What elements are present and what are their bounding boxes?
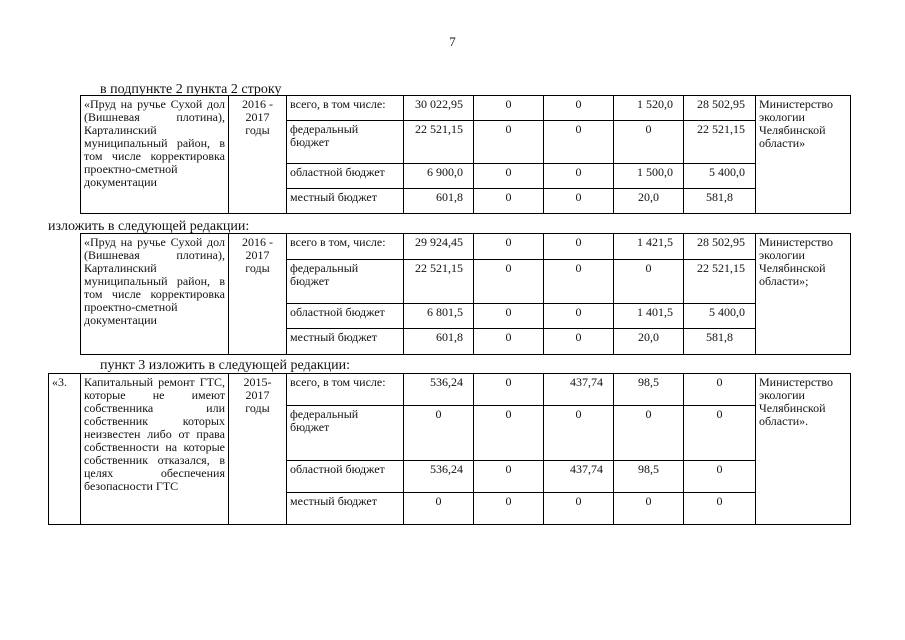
value-2016-a: 437,74 <box>544 461 614 493</box>
value-2016-a: 0 <box>544 164 614 189</box>
value-2016-a: 0 <box>544 259 614 303</box>
value-2015: 0 <box>474 303 544 329</box>
funding-source: всего, в том числе: <box>287 96 404 121</box>
table-row <box>81 234 851 260</box>
table-new-row <box>80 233 851 355</box>
value-2016: 0 <box>614 492 684 524</box>
value-2017: 0 <box>684 461 756 493</box>
value-total: 0 <box>404 405 474 460</box>
table-point-3 <box>48 373 851 525</box>
heading-point-3: пункт 3 изложить в следующей редакции: <box>100 358 350 373</box>
period-cell: 2016 - 2017 годы <box>229 96 287 214</box>
funding-source: областной бюджет <box>287 303 404 329</box>
value-2016-a: 0 <box>544 120 614 163</box>
value-total: 29 924,45 <box>404 234 474 260</box>
value-total: 6 801,5 <box>404 303 474 329</box>
object-description: «Пруд на ручье Сухой дол (Вишневая плотина), Карталинский муниципальный район, в том числе корректировка проектно-сметной документации <box>81 234 229 355</box>
value-2015: 0 <box>474 164 544 189</box>
value-2016: 20,0 <box>614 329 684 355</box>
funding-source: областной бюджет <box>287 164 404 189</box>
value-total: 536,24 <box>404 461 474 493</box>
value-2017: 5 400,0 <box>684 164 756 189</box>
period-cell: 2016 - 2017 годы <box>229 234 287 355</box>
value-2015: 0 <box>474 492 544 524</box>
value-2016-a: 0 <box>544 234 614 260</box>
value-2015: 0 <box>474 120 544 163</box>
value-2015: 0 <box>474 461 544 493</box>
item-marker: «3. <box>49 374 81 525</box>
organization-cell: Министерство экологии Челябинской области» <box>756 96 851 214</box>
funding-source: федеральный бюджет <box>287 120 404 163</box>
period-cell: 2015-2017 годы <box>229 374 287 525</box>
page-number: 7 <box>449 34 456 49</box>
organization-cell: Министерство экологии Челябинской области». <box>756 374 851 525</box>
value-2017: 0 <box>684 374 756 406</box>
value-2017: 28 502,95 <box>684 96 756 121</box>
value-2016: 1 500,0 <box>614 164 684 189</box>
value-total: 0 <box>404 492 474 524</box>
value-2016: 20,0 <box>614 188 684 213</box>
value-2016-a: 0 <box>544 303 614 329</box>
value-2016-a: 0 <box>544 96 614 121</box>
object-description: Капитальный ремонт ГТС, которые не имеют собственника или собственник которых неизвестен либо от права собственности на которые собственник отказался, в целях обеспечения безопасности ГТС <box>81 374 229 525</box>
value-2016: 98,5 <box>614 461 684 493</box>
value-2015: 0 <box>474 374 544 406</box>
value-2016-a: 0 <box>544 188 614 213</box>
value-2016: 1 421,5 <box>614 234 684 260</box>
funding-source: местный бюджет <box>287 188 404 213</box>
value-2015: 0 <box>474 234 544 260</box>
value-2016-a: 0 <box>544 492 614 524</box>
value-2017: 22 521,15 <box>684 259 756 303</box>
value-total: 601,8 <box>404 188 474 213</box>
value-2017: 581,8 <box>684 188 756 213</box>
value-2017: 581,8 <box>684 329 756 355</box>
table-row <box>81 96 851 121</box>
value-total: 6 900,0 <box>404 164 474 189</box>
value-2016-a: 0 <box>544 329 614 355</box>
value-2016-a: 0 <box>544 405 614 460</box>
value-total: 22 521,15 <box>404 120 474 163</box>
heading-subpoint-2: в подпункте 2 пункта 2 строку <box>100 82 282 97</box>
funding-source: местный бюджет <box>287 492 404 524</box>
value-2016: 0 <box>614 405 684 460</box>
value-2016: 0 <box>614 259 684 303</box>
value-2016: 98,5 <box>614 374 684 406</box>
funding-source: всего в том, числе: <box>287 234 404 260</box>
value-2016: 1 520,0 <box>614 96 684 121</box>
value-2015: 0 <box>474 329 544 355</box>
value-2017: 0 <box>684 405 756 460</box>
value-2015: 0 <box>474 96 544 121</box>
value-2016-a: 437,74 <box>544 374 614 406</box>
value-total: 30 022,95 <box>404 96 474 121</box>
object-description: «Пруд на ручье Сухой дол (Вишневая плотина), Карталинский муниципальный район, в том числе корректировка проектно-сметной документации <box>81 96 229 214</box>
value-2017: 22 521,15 <box>684 120 756 163</box>
value-2015: 0 <box>474 405 544 460</box>
value-2016: 1 401,5 <box>614 303 684 329</box>
table-original-row <box>80 95 851 214</box>
value-2016: 0 <box>614 120 684 163</box>
organization-cell: Министерство экологии Челябинской области»; <box>756 234 851 355</box>
funding-source: федеральный бюджет <box>287 405 404 460</box>
table-row <box>49 374 851 406</box>
value-total: 536,24 <box>404 374 474 406</box>
heading-new-edition: изложить в следующей редакции: <box>48 219 250 234</box>
value-2017: 28 502,95 <box>684 234 756 260</box>
funding-source: областной бюджет <box>287 461 404 493</box>
value-2015: 0 <box>474 259 544 303</box>
value-2017: 5 400,0 <box>684 303 756 329</box>
value-2015: 0 <box>474 188 544 213</box>
funding-source: местный бюджет <box>287 329 404 355</box>
funding-source: всего, в том числе: <box>287 374 404 406</box>
value-2017: 0 <box>684 492 756 524</box>
funding-source: федеральный бюджет <box>287 259 404 303</box>
value-total: 601,8 <box>404 329 474 355</box>
value-total: 22 521,15 <box>404 259 474 303</box>
